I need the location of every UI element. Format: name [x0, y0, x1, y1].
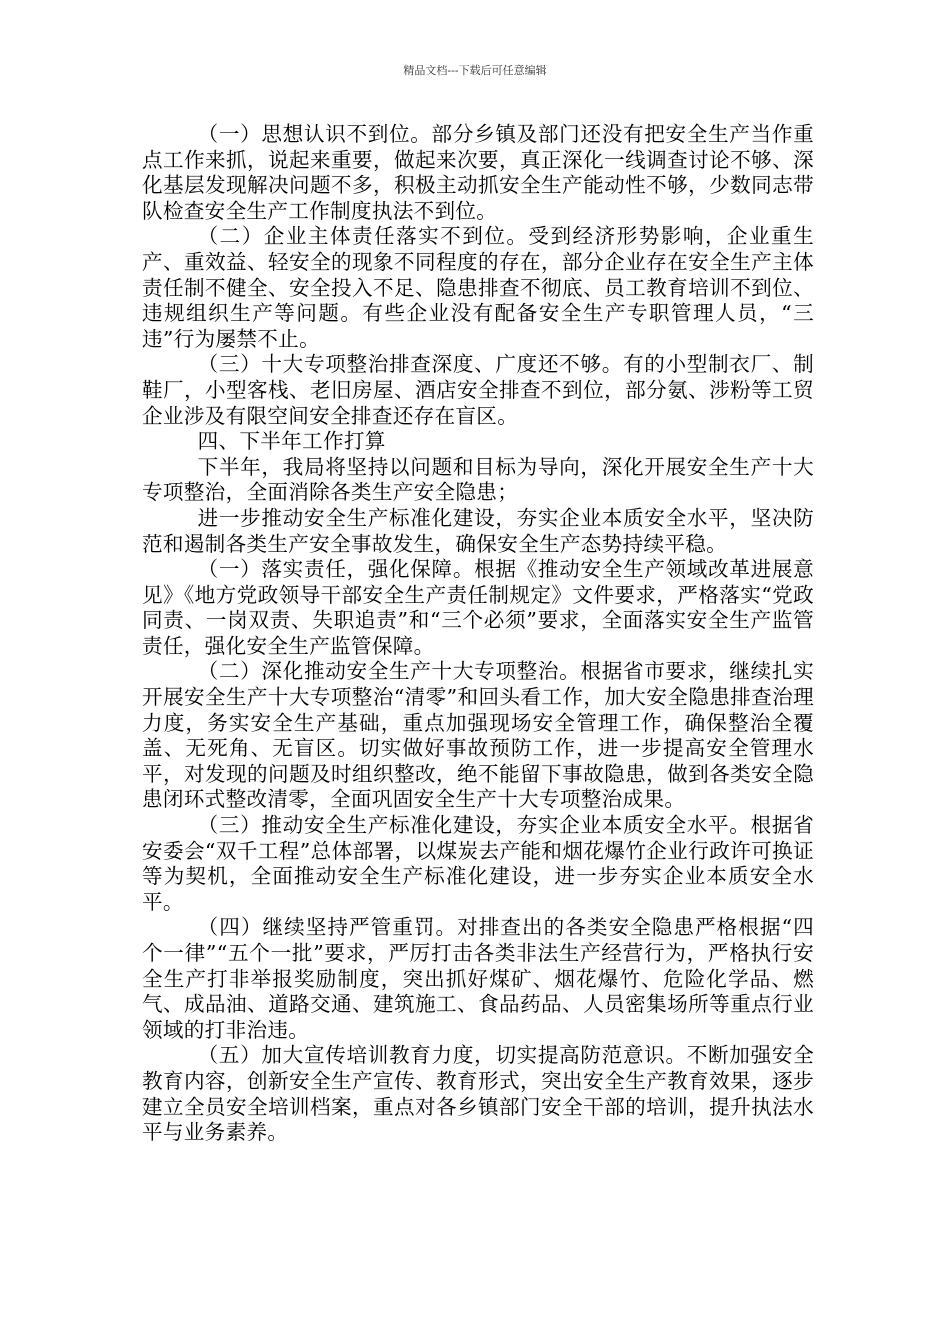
paragraph-problem-1: （一）思想认识不到位。部分乡镇及部门还没有把安全生产当作重点工作来抓，说起来重要，做起来次要，真正深化一线调查讨论不够、深化基层发现解决问题不多，积极主动抓安全生产能动性不够，少数同志带队检查安全生产工作制度执法不到位。 [142, 122, 814, 223]
paragraph-problem-2: （二）企业主体责任落实不到位。受到经济形势影响，企业重生产、重效益、轻安全的现象不同程度的存在，部分企业存在安全生产主体责任制不健全、安全投入不足、隐患排查不彻底、员工教育培训不到位、违规组织生产等问题。有些企业没有配备安全生产专职管理人员，“三违”行为屡禁不止。 [142, 224, 814, 351]
paragraph-plan-2: （二）深化推动安全生产十大专项整治。根据省市要求，继续扎实开展安全生产十大专项整治“清零”和回头看工作，加大安全隐患排查治理力度，务实安全生产基础，重点加强现场安全管理工作，确保整治全覆盖、无死角、无盲区。切实做好事故预防工作，进一步提高安全管理水平，对发现的问题及时组织整改，绝不能留下事故隐患，做到各类安全隐患闭环式整改清零，全面巩固安全生产十大专项整治成果。 [142, 659, 814, 812]
paragraph-plan-4: （四）继续坚持严管重罚。对排查出的各类安全隐患严格根据“四个一律”“五个一批”要求，严厉打击各类非法生产经营行为，严格执行安全生产打非举报奖励制度，突出抓好煤矿、烟花爆竹、危险化学品、燃气、成品油、道路交通、建筑施工、食品药品、人员密集场所等重点行业领域的打非治违。 [142, 915, 814, 1042]
paragraph-plan-1: （一）落实责任，强化保障。根据《推动安全生产领域改革进展意见》《地方党政领导干部安全生产责任制规定》文件要求，严格落实“党政同责、一岗双责、失职追责”和“三个必须”要求，全面落实安全生产监管责任，强化安全生产监管保障。 [142, 557, 814, 658]
section-heading-plan: 四、下半年工作打算 [197, 429, 386, 454]
document-body [142, 122, 814, 1146]
paragraph-problem-3: （三）十大专项整治排查深度、广度还不够。有的小型制衣厂、制鞋厂，小型客栈、老旧房屋、酒店安全排查不到位，部分氨、涉粉等工贸企业涉及有限空间安全排查还存在盲区。 [142, 352, 814, 428]
paragraph-plan-3: （三）推动安全生产标准化建设，夯实企业本质安全水平。根据省安委会“双千工程”总体部署，以煤炭去产能和烟花爆竹企业行政许可换证等为契机，全面推动安全生产标准化建设，进一步夯实企业本质安全水平。 [142, 813, 814, 914]
paragraph-plan-intro: 下半年，我局将坚持以问题和目标为导向，深化开展安全生产十大专项整治，全面消除各类生产安全隐患； [142, 454, 814, 505]
paragraph-plan-5: （五）加大宣传培训教育力度，切实提高防范意识。不断加强安全教育内容，创新安全生产宣传、教育形式，突出安全生产教育效果，逐步建立全员安全培训档案，重点对各乡镇部门安全干部的培训，提升执法水平与业务素养。 [142, 1043, 814, 1145]
page-header: 精品文档---下载后可任意编辑 [403, 64, 547, 77]
paragraph-plan-goal: 进一步推动安全生产标准化建设，夯实企业本质安全水平，坚决防范和遏制各类生产安全事故发生，确保安全生产态势持续平稳。 [142, 505, 814, 556]
